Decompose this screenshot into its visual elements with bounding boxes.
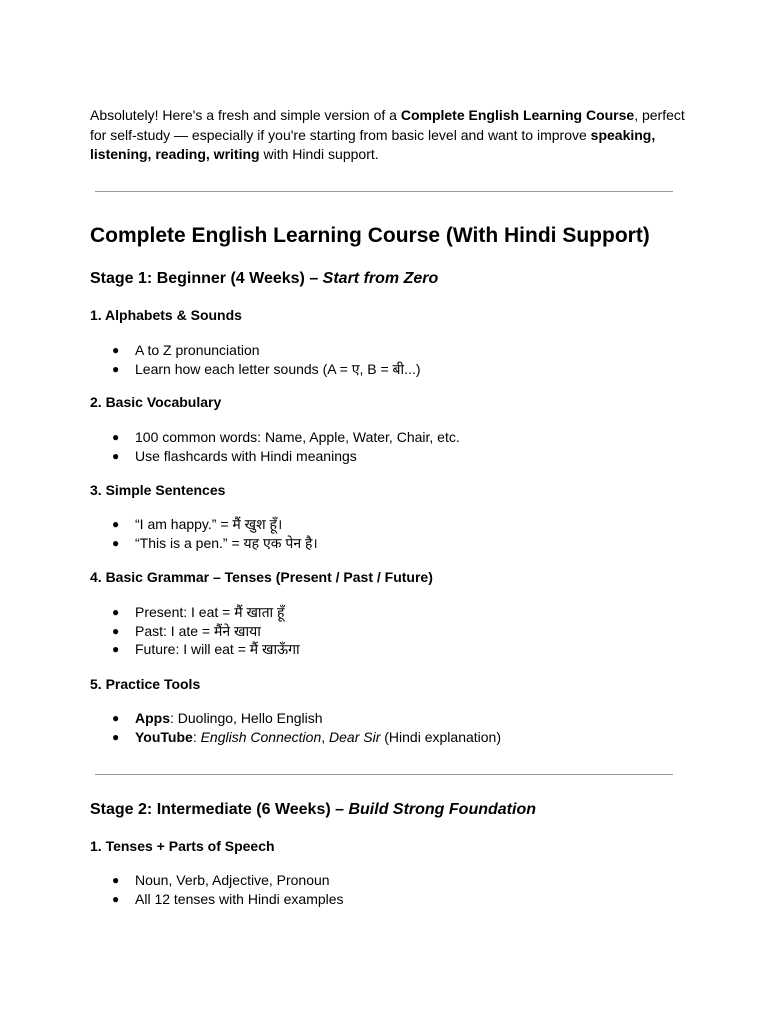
list-item: ● Noun, Verb, Adjective, Pronoun [112, 872, 330, 888]
list-item: ● Learn how each letter sounds (A = ए, B = बी...) [112, 360, 421, 377]
skills-bold: speaking, listening, reading, writing [90, 126, 656, 162]
list-item: ● Apps: Duolingo, Hello English [112, 710, 323, 726]
bullet-icon: ● [112, 361, 120, 376]
bullet-icon: ● [112, 343, 120, 357]
bullet-icon: ● [112, 642, 120, 656]
list-item: ● A to Z pronunciation [112, 342, 260, 358]
list-item: ● Past: I ate = मैंने खाया [112, 622, 261, 639]
list-item: ● YouTube: English Connection, Dear Sir (Hindi explanation) [112, 728, 501, 745]
bullet-icon: ● [112, 891, 120, 906]
bullet-list [90, 341, 421, 378]
section-heading: 1. Alphabets & Sounds [90, 307, 242, 323]
list-item: ● Future: I will eat = मैं खाऊँगा [112, 641, 300, 657]
bullet-list [90, 871, 344, 908]
list-item: ● Use flashcards with Hindi meanings [112, 447, 357, 464]
section-heading: 1. Tenses + Parts of Speech [90, 838, 275, 854]
bullet-icon: ● [112, 430, 120, 444]
page-title: Complete English Learning Course (With Hindi Support) [90, 224, 650, 247]
stage1-heading: Stage 1: Beginner (4 Weeks) – Start from Zero [90, 270, 439, 287]
divider [95, 774, 673, 775]
bullet-icon: ● [112, 448, 120, 463]
section-heading: 3. Simple Sentences [90, 482, 226, 498]
list-item: ● “This is a pen.” = यह एक पेन है। [112, 534, 318, 551]
bullet-icon: ● [112, 605, 120, 619]
list-item: ● All 12 tenses with Hindi examples [112, 890, 344, 907]
divider [95, 191, 673, 192]
section-heading: 5. Practice Tools [90, 676, 201, 692]
bullet-list [90, 515, 318, 552]
list-item: ● “I am happy.” = मैं खुश हूँ। [112, 516, 283, 532]
section-heading: 2. Basic Vocabulary [90, 394, 222, 410]
course-name-bold: Complete English Learning Course [400, 107, 635, 123]
list-item: ● 100 common words: Name, Apple, Water, Chair, etc. [112, 429, 460, 445]
stage2-heading: Stage 2: Intermediate (6 Weeks) – Build Strong Foundation [90, 801, 536, 818]
bullet-list [90, 428, 460, 465]
bullet-icon: ● [112, 873, 120, 887]
bullet-icon: ● [112, 535, 120, 550]
bullet-icon: ● [112, 729, 120, 744]
bullet-list [90, 603, 300, 659]
list-item: ● Present: I eat = मैं खाता हूँ [112, 604, 285, 620]
intro-paragraph: Absolutely! Here's a fresh and simple version of a Complete English Learning Course, perfect for self-study — especially if you're starting from basic level and want to improve speaking, listening, reading, writing with Hindi support. [90, 107, 685, 162]
bullet-icon: ● [112, 711, 120, 725]
bullet-list [90, 709, 501, 746]
section-heading: 4. Basic Grammar – Tenses (Present / Past / Future) [90, 569, 433, 585]
bullet-icon: ● [112, 517, 120, 531]
bullet-icon: ● [112, 623, 120, 638]
